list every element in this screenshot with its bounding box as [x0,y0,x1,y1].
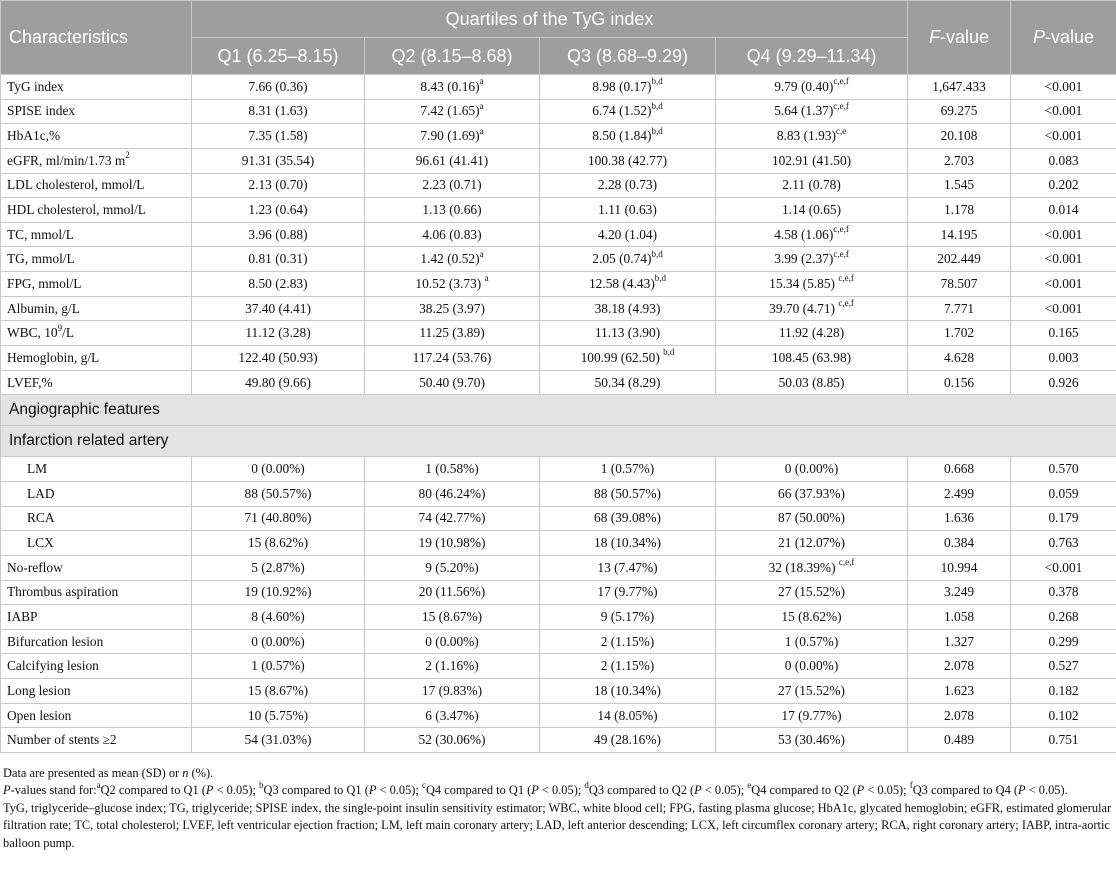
cell-q3: 68 (39.08%) [540,506,716,531]
header-q3: Q3 (8.68–9.29) [540,38,716,75]
cell-f-value: 0.384 [908,531,1011,556]
cell-q4: 50.03 (8.85) [716,370,908,395]
cell-p-value: 0.299 [1011,629,1116,654]
cell-q1: 88 (50.57%) [192,481,365,506]
cell-q1: 19 (10.92%) [192,580,365,605]
cell-q2: 15 (8.67%) [365,605,540,630]
cell-p-value: <0.001 [1011,99,1116,124]
table-row [1,222,1116,247]
cell-q2: 2 (1.16%) [365,654,540,679]
row-label: Long lesion [1,679,192,704]
table-row [1,457,1116,482]
table-row [1,198,1116,223]
row-label: FPG, mmol/L [1,272,192,297]
cell-q3: 6.74 $(1.52)^{b,d}$ [540,99,716,124]
row-label: LCX [1,531,192,556]
cell-p-value: 0.926 [1011,370,1116,395]
cell-q4: 5.64 $(1.37)^{c,e,f}$ [716,99,908,124]
cell-q2: 117.24 (53.76) [365,346,540,371]
cell-q2: 4.06 (0.83) [365,222,540,247]
cell-q1: 91.31 (35.54) [192,148,365,173]
cell-q4: 15.34 (5.85) $^{c,e,f}$ [716,272,908,297]
cell-f-value: 0.156 [908,370,1011,395]
cell-q4: 3.99 $(2.37)^{c,e,f}$ [716,247,908,272]
cell-p-value: <0.001 [1011,222,1116,247]
row-label: SPISE index [1,99,192,124]
cell-q2: 6 (3.47%) [365,703,540,728]
cell-q2: 1 (0.58%) [365,457,540,482]
cell-f-value: 78.507 [908,272,1011,297]
cell-p-value: 0.014 [1011,198,1116,223]
cell-q3: 2.05 $(0.74)^{b,d}$ [540,247,716,272]
table-row [1,321,1116,346]
cell-q1: 7.35 (1.58) [192,124,365,149]
cell-q4: 1 (0.57%) [716,629,908,654]
cell-p-value: 0.268 [1011,605,1116,630]
table-row [1,481,1116,506]
cell-q1: 71 (40.80%) [192,506,365,531]
row-label: LM [1,457,192,482]
cell-q3: 17 (9.77%) [540,580,716,605]
cell-q2: 19 (10.98%) [365,531,540,556]
cell-q4: 66 (37.93%) [716,481,908,506]
cell-q3: 18 (10.34%) [540,531,716,556]
cell-q1: 1.23 (0.64) [192,198,365,223]
cell-q2: 1.13 (0.66) [365,198,540,223]
cell-f-value: 2.703 [908,148,1011,173]
row-label: TG, mmol/L [1,247,192,272]
cell-q3: 88 (50.57%) [540,481,716,506]
cell-p-value: 0.527 [1011,654,1116,679]
row-label: Hemoglobin, g/L [1,346,192,371]
cell-q4: 108.45 (63.98) [716,346,908,371]
row-label: TyG index [1,75,192,100]
cell-q4: 87 (50.00%) [716,506,908,531]
table-row [1,555,1116,580]
row-label: Bifurcation lesion [1,629,192,654]
cell-q3: 4.20 (1.04) [540,222,716,247]
cell-p-value: 0.751 [1011,728,1116,753]
cell-q3: 2 (1.15%) [540,654,716,679]
header-p-value: P-value [1011,1,1116,75]
cell-f-value: 1.327 [908,629,1011,654]
cell-q2: 38.25 (3.97) [365,296,540,321]
cell-f-value: 69.275 [908,99,1011,124]
row-label: HDL cholesterol, mmol/L [1,198,192,223]
cell-f-value: 2.078 [908,654,1011,679]
cell-p-value: <0.001 [1011,555,1116,580]
table-row [1,654,1116,679]
row-label: No-reflow [1,555,192,580]
cell-f-value: 1,647.433 [908,75,1011,100]
cell-q1: 8 (4.60%) [192,605,365,630]
cell-p-value: 0.102 [1011,703,1116,728]
cell-p-value: 0.378 [1011,580,1116,605]
note-data-presentation: Data are presented as mean (SD) or n (%). [3,766,214,781]
cell-p-value: 0.059 [1011,481,1116,506]
table-row [1,605,1116,630]
table-row [1,580,1116,605]
cell-q1: 37.40 (4.41) [192,296,365,321]
cell-q3: 100.99 (62.50) $^{b,d}$ [540,346,716,371]
cell-q1: 15 (8.67%) [192,679,365,704]
table-row [1,247,1116,272]
cell-p-value: 0.083 [1011,148,1116,173]
row-label: TC, mmol/L [1,222,192,247]
cell-q4: 8.83 $(1.93)^{c,e}$ [716,124,908,149]
cell-q1: 0.81 (0.31) [192,247,365,272]
row-label: Thrombus aspiration [1,580,192,605]
cell-q1: 0 (0.00%) [192,629,365,654]
cell-q3: 38.18 (4.93) [540,296,716,321]
row-label: Open lesion [1,703,192,728]
cell-f-value: 20.108 [908,124,1011,149]
cell-q1: 1 (0.57%) [192,654,365,679]
cell-f-value: 1.058 [908,605,1011,630]
cell-q4: 39.70 (4.71) $^{c,e,f}$ [716,296,908,321]
cell-q2: 8.43 $(0.16)^a$ [365,75,540,100]
table-body [1,75,1116,753]
cell-p-value: 0.182 [1011,679,1116,704]
cell-p-value: <0.001 [1011,247,1116,272]
cell-f-value: 1.178 [908,198,1011,223]
cell-q4: 102.91 (41.50) [716,148,908,173]
row-label: eGFR, ml/min/1.73 $m^2$ [1,148,192,173]
cell-q4: 15 (8.62%) [716,605,908,630]
cell-p-value: 0.570 [1011,457,1116,482]
cell-p-value: 0.202 [1011,173,1116,198]
cell-q4: 11.92 (4.28) [716,321,908,346]
cell-q4: 27 (15.52%) [716,679,908,704]
cell-p-value: <0.001 [1011,75,1116,100]
cell-q3: 50.34 (8.29) [540,370,716,395]
cell-f-value: 0.668 [908,457,1011,482]
header-q1: Q1 (6.25–8.15) [192,38,365,75]
cell-q2: 74 (42.77%) [365,506,540,531]
cell-q4: 4.58 $(1.06)^{c,e,f}$ [716,222,908,247]
cell-q3: 9 (5.17%) [540,605,716,630]
cell-q1: 11.12 (3.28) [192,321,365,346]
cell-f-value: 1.702 [908,321,1011,346]
table-row [1,148,1116,173]
header-quartiles: Quartiles of the TyG index [192,1,908,38]
table-row [1,531,1116,556]
table-row [1,272,1116,297]
header-q4: Q4 (9.29–11.34) [716,38,908,75]
cell-q1: 7.66 (0.36) [192,75,365,100]
cell-q4: 0 (0.00%) [716,457,908,482]
row-label: LVEF,% [1,370,192,395]
cell-q2: 80 (46.24%) [365,481,540,506]
cell-q2: 7.90 $(1.69)^a$ [365,124,540,149]
cell-q1: 2.13 (0.70) [192,173,365,198]
row-label: LAD [1,481,192,506]
section-angiographic-features-label: Angiographic features [1,395,1116,426]
table-row [1,173,1116,198]
cell-f-value: 202.449 [908,247,1011,272]
cell-f-value: 4.628 [908,346,1011,371]
cell-f-value: 0.489 [908,728,1011,753]
header-characteristics: Characteristics [1,1,192,75]
cell-f-value: 14.195 [908,222,1011,247]
cell-q3: 13 (7.47%) [540,555,716,580]
cell-q1: 8.31 (1.63) [192,99,365,124]
cell-q1: 10 (5.75%) [192,703,365,728]
cell-q3: 1.11 (0.63) [540,198,716,223]
cell-p-value: 0.179 [1011,506,1116,531]
cell-q4: 21 (12.07%) [716,531,908,556]
cell-q3: 12.58 $(4.43)^{b,d}$ [540,272,716,297]
table-row [1,346,1116,371]
cell-q3: 2.28 (0.73) [540,173,716,198]
cell-q1: 122.40 (50.93) [192,346,365,371]
cell-q2: 96.61 (41.41) [365,148,540,173]
cell-q4: 53 (30.46%) [716,728,908,753]
row-label: IABP [1,605,192,630]
cell-q2: 52 (30.06%) [365,728,540,753]
cell-p-value: 0.003 [1011,346,1116,371]
cell-q3: 1 (0.57%) [540,457,716,482]
cell-f-value: 1.623 [908,679,1011,704]
cell-q1: 0 (0.00%) [192,457,365,482]
cell-f-value: 7.771 [908,296,1011,321]
row-label: HbA1c,% [1,124,192,149]
cell-q2: 7.42 $(1.65)^a$ [365,99,540,124]
cell-q4: 9.79 $(0.40)^{c,e,f}$ [716,75,908,100]
cell-q3: 11.13 (3.90) [540,321,716,346]
row-label: RCA [1,506,192,531]
cell-p-value: <0.001 [1011,296,1116,321]
cell-q2: 50.40 (9.70) [365,370,540,395]
section-infarction-related-artery [1,426,1116,457]
cell-f-value: 10.994 [908,555,1011,580]
table-notes [0,765,1116,852]
table-row [1,506,1116,531]
table-row [1,75,1116,100]
cell-p-value: 0.763 [1011,531,1116,556]
row-label: Albumin, g/L [1,296,192,321]
cell-q3: 18 (10.34%) [540,679,716,704]
row-label: Calcifying lesion [1,654,192,679]
cell-f-value: 2.078 [908,703,1011,728]
table-row [1,679,1116,704]
cell-q3: 8.50 $(1.84)^{b,d}$ [540,124,716,149]
note-abbreviations: TyG, triglyceride–glucose index; TG, triglyceride; SPISE index, the single-point insulin sensitivity estimator; WBC, white blood cell; FPG, fasting plasma glucose; HbA1c, glycated hemoglobin; eGFR, estimated glomerular filtration rate; TC, total cholesterol; LVEF, left ventricular ejection fraction; LM, left main coronary artery; LAD, left anterior descending; LCX, left circumflex coronary artery; RCA, right coronary artery; IABP, intra-aortic balloon pump. [3,800,1112,850]
cell-q1: 5 (2.87%) [192,555,365,580]
cell-q2: 2.23 (0.71) [365,173,540,198]
section-infarction-related-artery-label: Infarction related artery [1,426,1116,457]
table-row [1,728,1116,753]
cell-q2: 1.42 $(0.52)^a$ [365,247,540,272]
cell-q1: 54 (31.03%) [192,728,365,753]
row-label: LDL cholesterol, mmol/L [1,173,192,198]
cell-q2: 11.25 (3.89) [365,321,540,346]
table-row [1,296,1116,321]
cell-q1: 3.96 (0.88) [192,222,365,247]
cell-f-value: 1.636 [908,506,1011,531]
cell-p-value: 0.165 [1011,321,1116,346]
cell-f-value: 1.545 [908,173,1011,198]
cell-p-value: <0.001 [1011,124,1116,149]
header-q2: Q2 (8.15–8.68) [365,38,540,75]
cell-q1: 15 (8.62%) [192,531,365,556]
cell-q2: 10.52 (3.73) $^a$ [365,272,540,297]
row-label: WBC, $10^9/L$ [1,321,192,346]
table-row [1,124,1116,149]
cell-f-value: 3.249 [908,580,1011,605]
cell-q3: 100.38 (42.77) [540,148,716,173]
note-p-values: P-values stand for:$^a$Q2 compared to Q1 (P < 0.05); $^b$Q3 compared to Q1 (P < 0.05); $^c$Q4 compared to Q1 (P < 0.05); $^d$Q3 compared to Q2 (P < 0.05); $^e$Q4 compared to Q2 (P < 0.05); $^f$Q3 compared to Q4 (P < 0.05). [3,780,1068,798]
cell-q3: 14 (8.05%) [540,703,716,728]
table-row [1,370,1116,395]
cell-f-value: 2.499 [908,481,1011,506]
cell-q2: 17 (9.83%) [365,679,540,704]
cell-q4: 32 (18.39%) $^{c,e,f}$ [716,555,908,580]
cell-q4: 27 (15.52%) [716,580,908,605]
cell-q3: 49 (28.16%) [540,728,716,753]
cell-q2: 20 (11.56%) [365,580,540,605]
cell-q1: 49.80 (9.66) [192,370,365,395]
cell-p-value: <0.001 [1011,272,1116,297]
cell-q4: 17 (9.77%) [716,703,908,728]
cell-q4: 1.14 (0.65) [716,198,908,223]
cell-q2: 9 (5.20%) [365,555,540,580]
cell-q3: 8.98 $(0.17)^{b,d}$ [540,75,716,100]
table-row [1,99,1116,124]
cell-q4: 0 (0.00%) [716,654,908,679]
table-row [1,703,1116,728]
cell-q2: 0 (0.00%) [365,629,540,654]
cell-q3: 2 (1.15%) [540,629,716,654]
header-f-value: F-value [908,1,1011,75]
cell-q4: 2.11 (0.78) [716,173,908,198]
table-row [1,629,1116,654]
row-label: Number of stents ≥2 [1,728,192,753]
section-angiographic-features [1,395,1116,426]
cell-q1: 8.50 (2.83) [192,272,365,297]
